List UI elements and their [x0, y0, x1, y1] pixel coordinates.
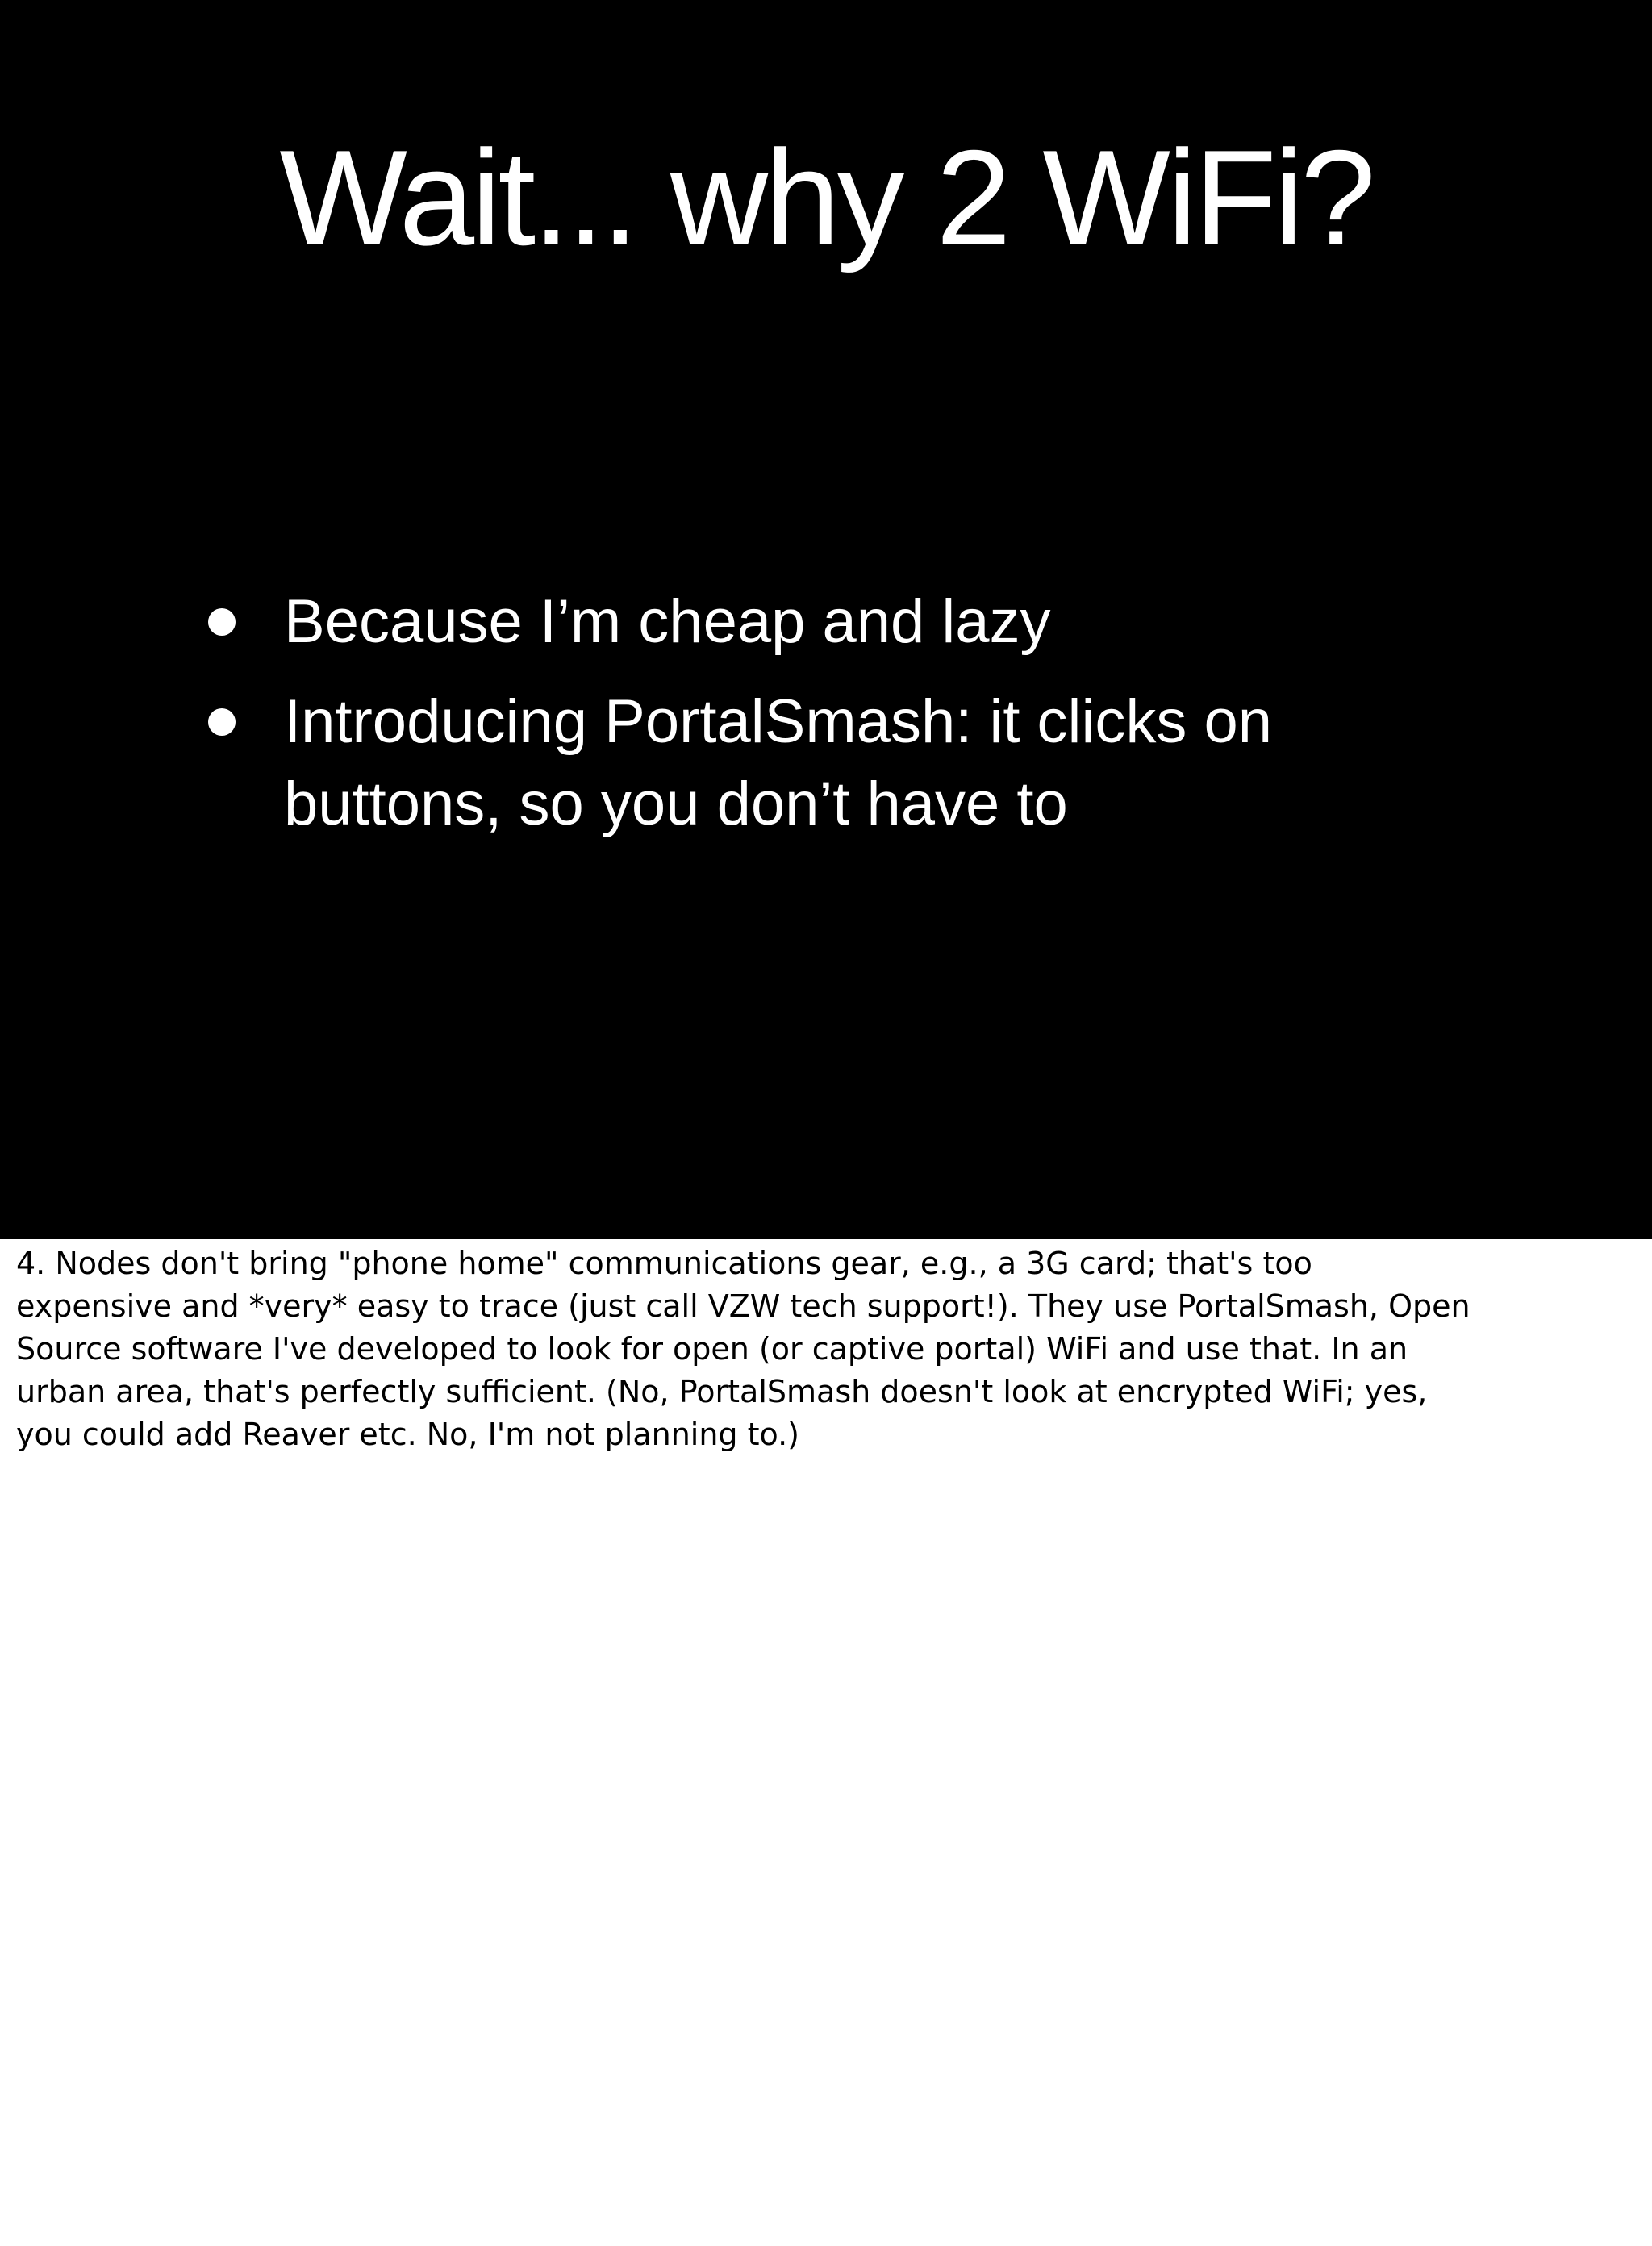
- notes-line: expensive and *very* easy to trace (just call VZW tech support!). They use PortalSmash, Open: [16, 1288, 1471, 1324]
- bullet-text: Introducing PortalSmash: it clicks on buttons, so you don’t have to: [284, 687, 1272, 838]
- notes-line: urban area, that's perfectly sufficient. (No, PortalSmash doesn't look at encrypted WiFi; yes,: [16, 1374, 1428, 1409]
- bullet-dot-icon: [208, 708, 236, 736]
- bullet-list: [194, 581, 1500, 863]
- notes-line: you could add Reaver etc. No, I'm not planning to.): [16, 1417, 800, 1452]
- bullet-item: [194, 681, 1500, 845]
- bullet-text: Because I’m cheap and lazy: [284, 587, 1051, 656]
- bullet-dot-icon: [208, 608, 236, 636]
- notes-line: Source software I've developed to look for open (or captive portal) WiFi and use that. In an: [16, 1331, 1408, 1367]
- notes-line: 4. Nodes don't bring "phone home" communications gear, e.g., a 3G card; that's too: [16, 1246, 1312, 1281]
- speaker-notes: [16, 1242, 1629, 1456]
- slide-title: Wait... why 2 WiFi?: [279, 122, 1373, 273]
- bullet-item: [194, 581, 1500, 663]
